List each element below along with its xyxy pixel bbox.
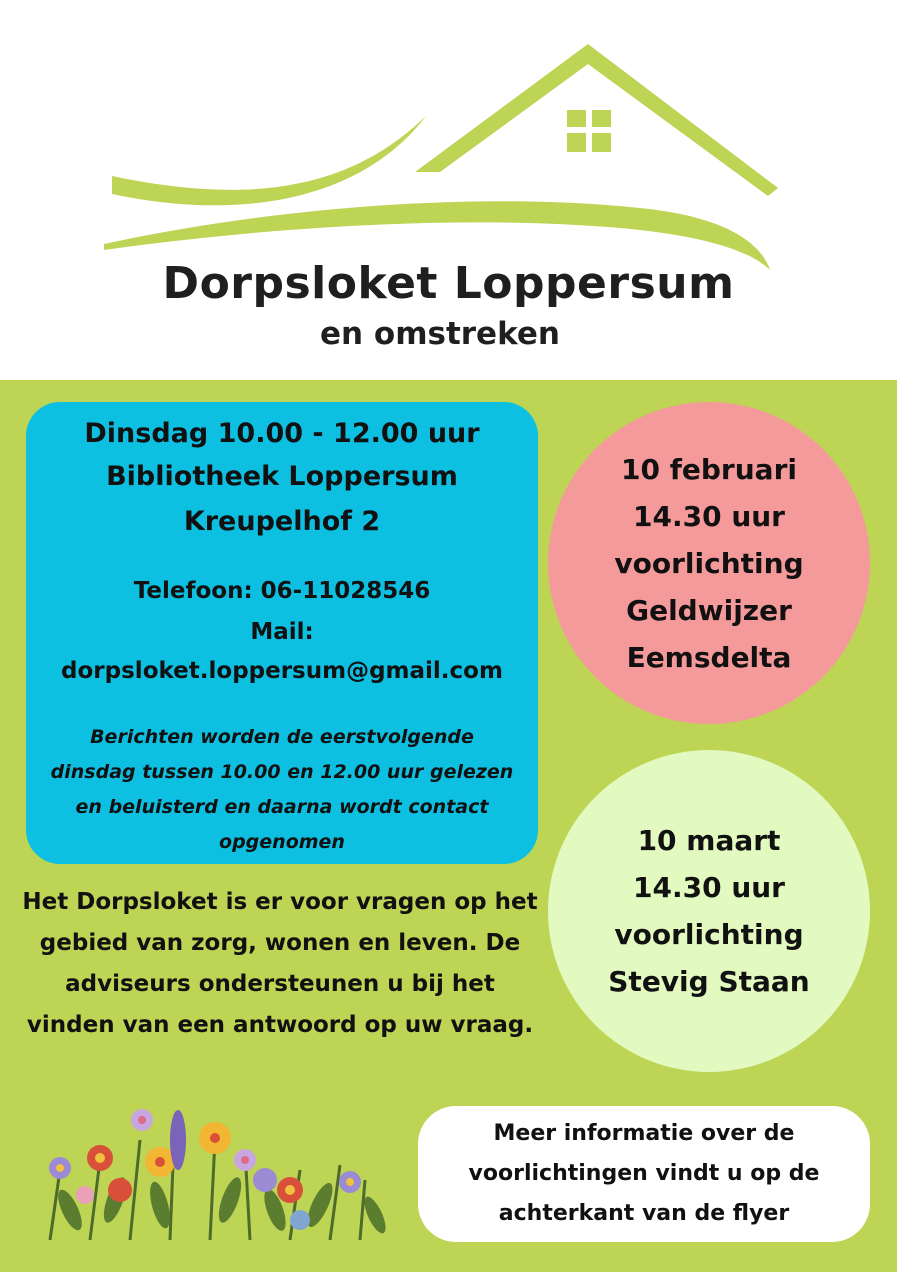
event-kind: voorlichting bbox=[614, 546, 804, 580]
event-time: 14.30 uur bbox=[633, 871, 785, 904]
event-date: 10 maart bbox=[637, 824, 781, 857]
event-date: 10 februari bbox=[621, 452, 797, 486]
opening-hours: Dinsdag 10.00 - 12.00 uur bbox=[84, 418, 480, 449]
event-kind: voorlichting bbox=[614, 918, 804, 951]
event-circle-march bbox=[548, 750, 870, 1072]
event-topic: Stevig Staan bbox=[608, 965, 810, 998]
more-info-box: Meer informatie over de voorlichtingen vindt u op de achterkant van de flyer bbox=[418, 1106, 870, 1242]
flowers-illustration-icon bbox=[30, 1100, 400, 1250]
header bbox=[0, 0, 897, 380]
house-roof-logo-icon bbox=[0, 0, 897, 300]
event-topic: Geldwijzer bbox=[626, 593, 792, 627]
response-note: Berichten worden de eerstvolgende dinsdag tussen 10.00 en 12.00 uur gelezen en beluisterd en daarna wordt contact opgenomen bbox=[50, 726, 514, 853]
email-address[interactable]: dorpsloket.loppersum@gmail.com bbox=[61, 658, 503, 684]
phone-number: Telefoon: 06-11028546 bbox=[133, 578, 431, 604]
event-time: 14.30 uur bbox=[633, 499, 785, 533]
mail-label: Mail: bbox=[250, 619, 314, 645]
page-title: Dorpsloket Loppersum bbox=[162, 258, 735, 309]
about-text: Het Dorpsloket is er voor vragen op het gebied van zorg, wonen en leven. De adviseurs ondersteunen u bij het vinden van een antwoord op uw vraag. bbox=[22, 889, 538, 1038]
event-topic-2: Eemsdelta bbox=[626, 640, 792, 674]
page-subtitle: en omstreken bbox=[320, 316, 560, 352]
location-address: Kreupelhof 2 bbox=[183, 506, 381, 537]
contact-info-box bbox=[26, 402, 538, 864]
event-circle-february bbox=[548, 402, 870, 724]
location-name: Bibliotheek Loppersum bbox=[106, 461, 458, 492]
